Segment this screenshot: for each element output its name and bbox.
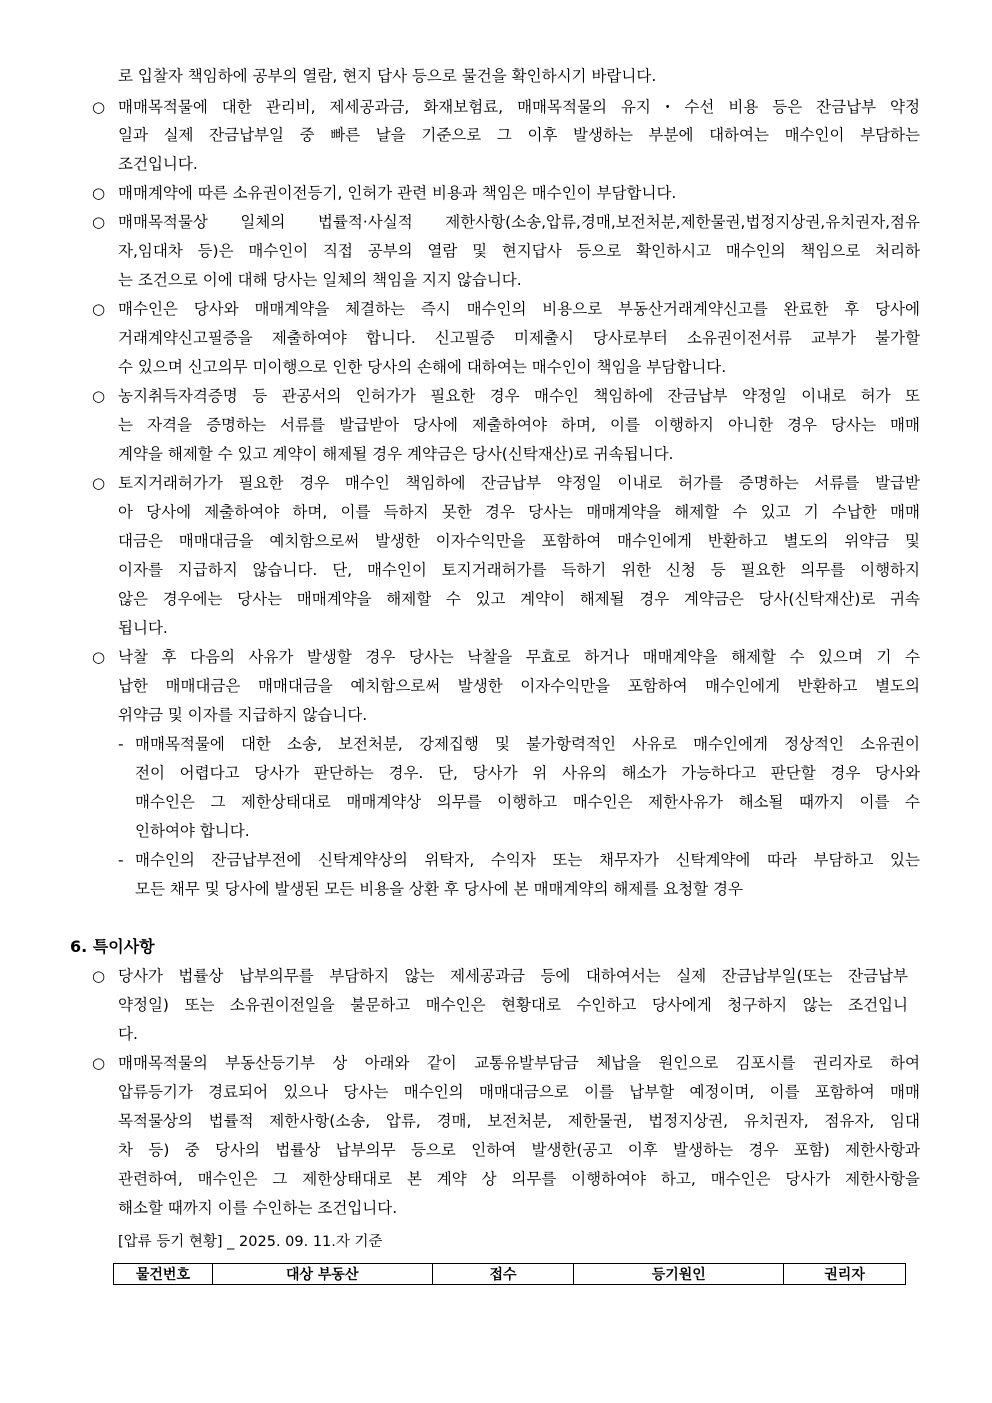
item-line: 매수인은 당사와 매매계약을 체결하는 즉시 매수인의 비용으로 부동산거래계약신고를 완료한 후 당사에	[118, 300, 920, 318]
intro-line: 로 입찰자 책임하에 공부의 열람, 현지 답사 등으로 물건을 확인하시기 바랍니다.	[118, 67, 657, 85]
item-line: 일과 실제 잔금납부일 중 빠른 날을 기준으로 그 이후 발생하는 부분에 대하여는 매수인이 부담하는	[118, 126, 920, 144]
item-line: 위약금 및 이자를 지급하지 않습니다.	[118, 706, 368, 724]
sub-item-line: 전이 어렵다고 당사가 판단하는 경우. 단, 당사가 위 사유의 해소가 가능하다고 판단할 경우 당사와	[135, 764, 920, 782]
item-line: 관련하여, 매수인은 그 제한상태대로 본 계약 상 의무를 이행하여야 하고, 매수인은 당사가 제한사항을	[118, 1170, 920, 1188]
bullet-icon: ○	[92, 98, 106, 116]
item-line: 해소할 때까지 이를 수인하는 조건입니다.	[118, 1199, 398, 1217]
item-line: 자,임대차 등)은 매수인이 직접 공부의 열람 및 현지답사 등으로 확인하시고 매수인의 책임으로 처리하	[118, 242, 920, 260]
item-line: 목적물상의 법률적 제한사항(소송, 압류, 경매, 보전처분, 제한물권, 법정지상권, 유치권자, 점유자, 임대	[118, 1112, 920, 1130]
section-heading: 6. 특이사항	[70, 937, 155, 956]
bullet-icon: ○	[92, 300, 106, 318]
item-line: 수 있으며 신고의무 미이행으로 인한 당사의 손해에 대하여는 매수인이 책임을 부담합니다.	[118, 358, 727, 376]
bullet-icon: ○	[92, 184, 106, 202]
item-line: 농지취득자격증명 등 관공서의 인허가가 필요한 경우 매수인 책임하에 잔금납부 약정일 이내로 허가 또	[118, 387, 920, 405]
item-line: 대금은 매매대금을 예치함으로써 발생한 이자수익만을 포함하여 매수인에게 반환하고 별도의 위약금 및	[118, 532, 920, 550]
sub-item-line: 모든 채무 및 당사에 발생된 모든 비용을 상환 후 당사에 본 매매계약의 해제를 요청할 경우	[135, 880, 744, 898]
sub-item-line: 인하여야 합니다.	[135, 822, 250, 840]
item-line: 않은 경우에는 당사는 매매계약을 해제할 수 있고 계약이 해제될 경우 계약금은 당사(신탁재산)로 귀속	[118, 590, 920, 608]
sub-item-line: 매수인의 잔금납부전에 신탁계약상의 위탁자, 수익자 또는 채무자가 신탁계약에 따라 부담하고 있는	[135, 851, 920, 869]
sub-item-line: 매수인은 그 제한상태대로 매매계약상 의무를 이행하고 매수인은 제한사유가 해소될 때까지 이를 수	[135, 793, 920, 811]
item-line: 매매계약에 따른 소유권이전등기, 인허가 관련 비용과 책임은 매수인이 부담합니다.	[118, 184, 677, 202]
item-line: 는 조건으로 이에 대해 당사는 일체의 책임을 지지 않습니다.	[118, 271, 522, 289]
item-line: 당사가 법률상 납부의무를 부담하지 않는 제세공과금 등에 대하여서는 실제 잔금납부일(또는 잔금납부	[118, 967, 908, 985]
item-line: 압류등기가 경료되어 있으나 당사는 매수인의 매매대금으로 이를 납부할 예정이며, 이를 포함하여 매매	[118, 1083, 920, 1101]
bullet-icon: ○	[92, 1054, 106, 1072]
table-header-row	[114, 1264, 906, 1285]
seizure-table	[113, 1263, 906, 1285]
dash-icon: -	[118, 851, 124, 869]
bullet-icon: ○	[92, 967, 106, 985]
item-line: 됩니다.	[118, 619, 168, 637]
item-line: 차 등) 중 당사의 법률상 납부의무 등으로 인하여 발생한(공고 이후 발생하는 경우 포함) 제한사항과	[118, 1141, 920, 1159]
item-line: 낙찰 후 다음의 사유가 발생할 경우 당사는 낙찰을 무효로 하거나 매매계약을 해제할 수 있으며 기 수	[118, 648, 920, 666]
header-right-holder: 권리자	[784, 1264, 906, 1285]
item-line: 이자를 지급하지 않습니다. 단, 매수인이 토지거래허가를 득하기 위한 신청 등 필요한 의무를 이행하지	[118, 561, 920, 579]
status-caption: [압류 등기 현황] _ 2025. 09. 11.자 기준	[118, 1234, 383, 1250]
header-item-number: 물건번호	[114, 1264, 213, 1285]
dash-icon: -	[118, 735, 124, 753]
bullet-icon: ○	[92, 474, 106, 492]
header-receipt: 접수	[432, 1264, 574, 1285]
item-line: 매매목적물의 부동산등기부 상 아래와 같이 교통유발부담금 체납을 원인으로 김포시를 권리자로 하여	[118, 1054, 920, 1072]
bullet-icon: ○	[92, 387, 106, 405]
sub-item-line: 매매목적물에 대한 소송, 보전처분, 강제집행 및 불가항력적인 사유로 매수인에게 정상적인 소유권이	[135, 735, 920, 753]
bullet-icon: ○	[92, 648, 106, 666]
item-line: 는 자격을 증명하는 서류를 발급받아 당사에 제출하여야 하며, 이를 이행하지 아니한 경우 당사는 매매	[118, 416, 920, 434]
header-target-property: 대상 부동산	[212, 1264, 432, 1285]
item-line: 납한 매매대금은 매매대금을 예치함으로써 발생한 이자수익만을 포함하여 매수인에게 반환하고 별도의	[118, 677, 920, 695]
item-line: 다.	[118, 1025, 138, 1043]
header-registration-cause: 등기원인	[574, 1264, 784, 1285]
item-line: 아 당사에 제출하여야 하며, 이를 득하지 못한 경우 당사는 매매계약을 해제할 수 있고 기 수납한 매매	[118, 503, 920, 521]
item-line: 매매목적물에 대한 관리비, 제세공과금, 화재보험료, 매매목적물의 유지・수선 비용 등은 잔금납부 약정	[118, 98, 920, 116]
item-line: 계약을 해제할 수 있고 계약이 해제될 경우 계약금은 당사(신탁재산)로 귀속됩니다.	[118, 445, 674, 463]
item-line: 약정일) 또는 소유권이전일을 불문하고 매수인은 현황대로 수인하고 당사에게 청구하지 않는 조건입니	[118, 996, 908, 1014]
bullet-icon: ○	[92, 213, 106, 231]
item-line: 토지거래허가가 필요한 경우 매수인 책임하에 잔금납부 약정일 이내로 허가를 증명하는 서류를 발급받	[118, 474, 920, 492]
item-line: 매매목적물상 일체의 법률적·사실적 제한사항(소송,압류,경매,보전처분,제한물권,법정지상권,유치권자,점유	[118, 213, 920, 231]
item-line: 조건입니다.	[118, 155, 198, 173]
item-line: 거래계약신고필증을 제출하여야 합니다. 신고필증 미제출시 당사로부터 소유권이전서류 교부가 불가할	[118, 329, 920, 347]
